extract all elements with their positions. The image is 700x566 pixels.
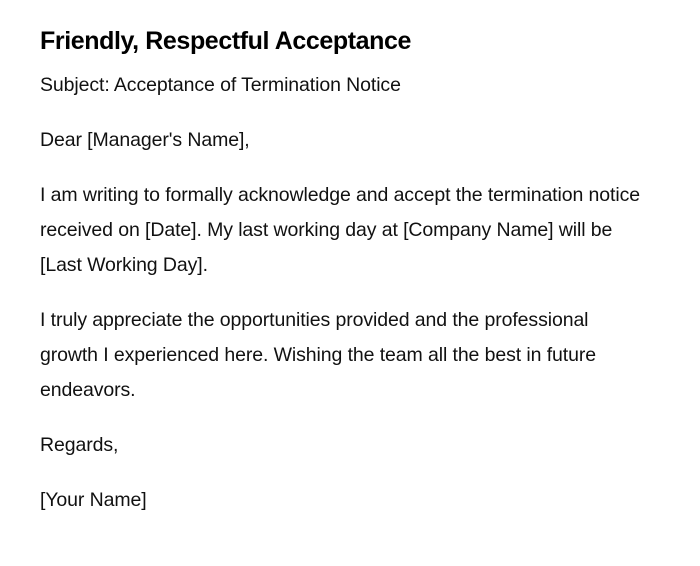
subject-line: Subject: Acceptance of Termination Notice [40, 74, 401, 96]
document-title: Friendly, Respectful Acceptance [40, 27, 412, 55]
salutation: Dear [Manager's Name], [40, 129, 250, 151]
closing: Regards, [40, 434, 119, 456]
letter-document [40, 22, 640, 538]
signature: [Your Name] [40, 489, 147, 511]
body-paragraph-2: I truly appreciate the opportunities provided and the professional growth I experienced here. Wishing the team all the best in future endeavors. [40, 309, 596, 401]
body-paragraph-1: I am writing to formally acknowledge and accept the termination notice received on [Date]. My last working day at [Company Name] will be [Last Working Day]. [40, 184, 640, 276]
